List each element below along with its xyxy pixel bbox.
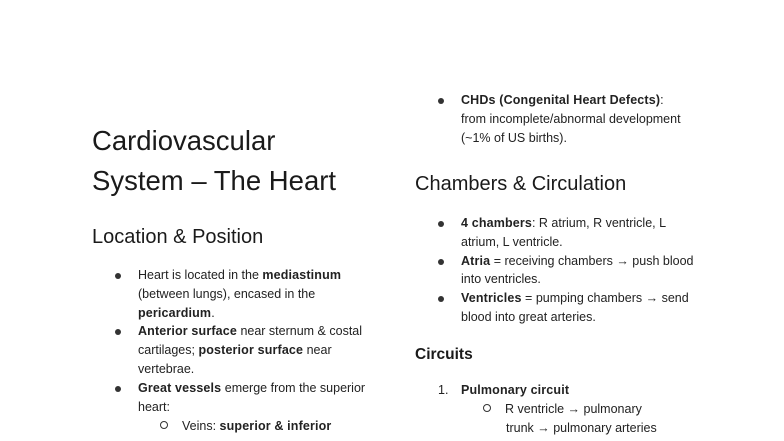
circuits-heading: Circuits [415,346,473,363]
item-text: = receiving chambers → push blood into ventricles. [461,253,694,287]
hollow-bullet-icon [160,421,168,429]
bold-term: mediastinum [262,268,342,282]
bullet-icon [115,329,121,335]
chambers-list-item [438,252,698,290]
pulmonary-sub-line-2: trunk → pulmonary arteries [506,420,657,435]
location-list-item [115,322,377,378]
chd-bold: CHDs (Congenital Heart Defects) [461,93,661,107]
chambers-heading: Chambers & Circulation [415,173,627,195]
bold-term: 4 chambers [461,216,532,230]
bold-term: posterior surface [198,343,304,358]
bullet-icon [438,259,444,265]
list-number: 1. [438,383,449,397]
chambers-list [438,214,698,327]
location-list [115,266,377,416]
bullet-icon [115,386,121,392]
item-text: . [211,305,215,320]
location-heading: Location & Position [92,226,264,248]
chambers-list-item [438,289,698,327]
item-text: : R atrium, R ventricle, L atrium, L ventricle. [461,216,666,249]
title-line-2: System – The Heart [92,165,337,196]
location-list-item [115,266,377,322]
item-text: Heart is located in the [138,268,263,282]
chd-item [438,91,688,147]
item-text: emerge from the superior heart: [138,380,366,414]
pulmonary-label: Pulmonary circuit [461,383,570,397]
veins-prefix: Veins: [182,419,220,433]
chambers-list-item [438,214,698,252]
hollow-bullet-icon [483,404,491,412]
bullet-icon [438,296,444,302]
bold-term: Ventricles [461,291,522,306]
bold-term: Atria [461,253,491,268]
bold-term: Great vessels [138,380,222,395]
veins-bold: superior & inferior [219,419,332,433]
title-line-1: Cardiovascular [92,125,276,156]
location-list-item [115,379,377,417]
veins-subitem [160,417,331,436]
item-text: = pumping chambers → send blood into great arteries. [461,291,689,324]
item-text: near sternum & costal cartilages; [138,324,363,358]
bold-term: pericardium [138,305,212,320]
bullet-icon [438,98,444,104]
document-title [92,121,402,201]
item-text: near vertebrae. [138,343,332,376]
pulmonary-item [438,381,569,400]
pulmonary-sub-line-1: R ventricle → pulmonary [505,402,642,416]
chd-text: : from incomplete/abnormal development (~1% of US births). [461,93,681,145]
pulmonary-subitem [483,400,657,438]
item-text: (between lungs), encased in the [138,286,316,301]
bullet-icon [438,221,444,227]
chd-list [438,91,688,147]
bold-term: Anterior surface [138,324,237,339]
bullet-icon [115,273,121,279]
